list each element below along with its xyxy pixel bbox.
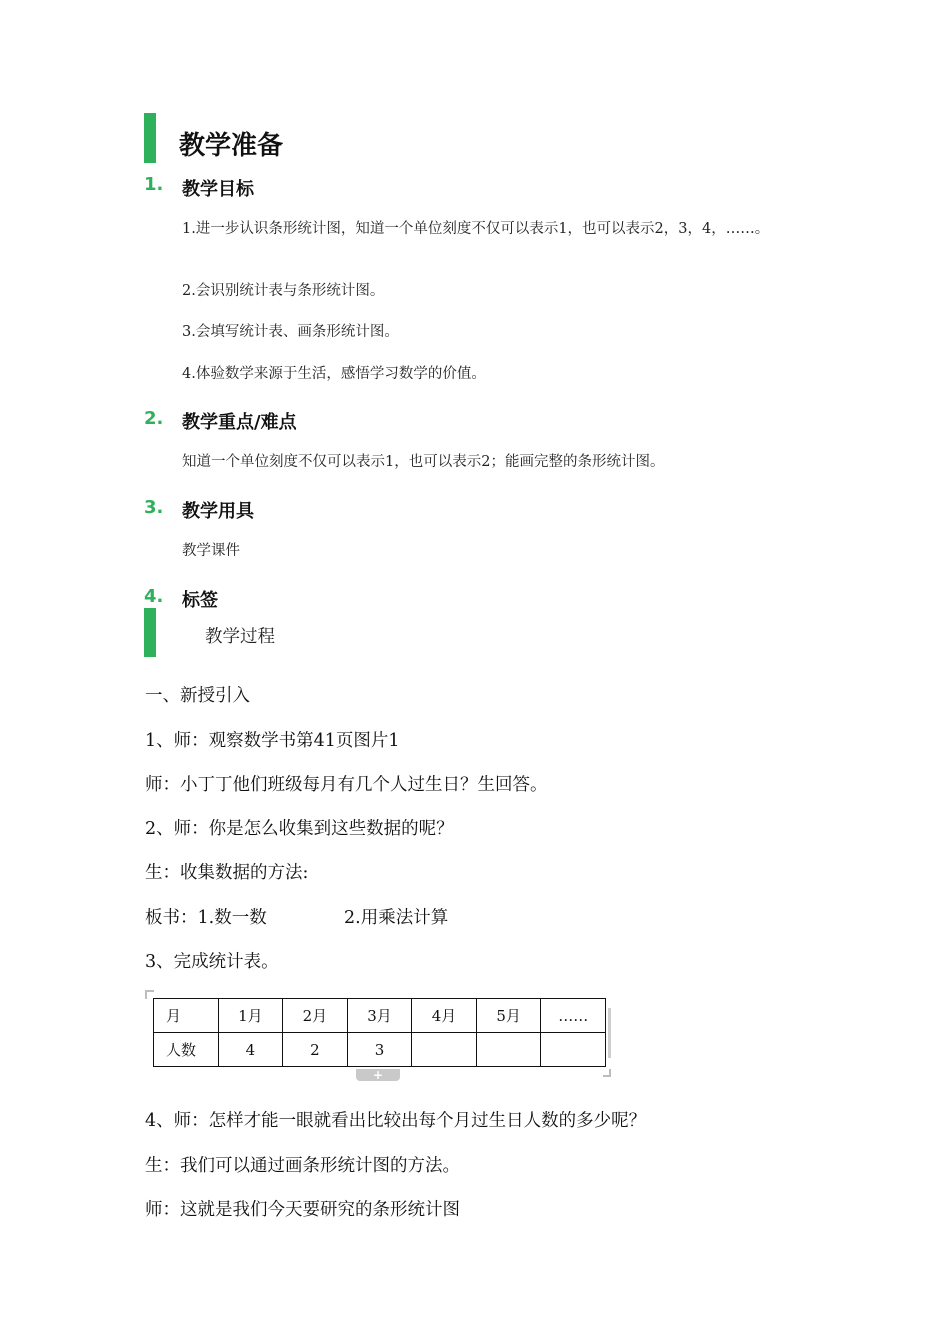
table-cell: …… [541, 999, 606, 1033]
table-cell: 4 [218, 1033, 283, 1067]
board-item-2: 2.用乘法计算 [344, 908, 449, 928]
goal-item: 3.会填写统计表、画条形统计图。 [182, 324, 399, 340]
tools-text: 教学课件 [182, 543, 240, 559]
table-cell: 1月 [218, 999, 283, 1033]
process-line: 2、师：你是怎么收集到这些数据的呢？ [145, 819, 454, 839]
table-corner-mark [603, 1069, 611, 1077]
table-header-row [154, 999, 606, 1033]
table-cell: 2月 [283, 999, 348, 1033]
process-line: 一、新授引入 [145, 686, 250, 706]
process-line: 师：这就是我们今天要研究的条形统计图 [145, 1200, 460, 1220]
table-cell: 月 [154, 999, 219, 1033]
section-number: 2. [144, 408, 164, 429]
table-cell[interactable] [412, 1033, 477, 1067]
table-cell: 人数 [154, 1033, 219, 1067]
section-title-tags: 标签 [182, 590, 218, 611]
section-number: 1. [144, 174, 164, 195]
board-item-1: 1.数一数 [197, 908, 267, 928]
table-resize-handle[interactable] [608, 1008, 611, 1058]
board-prefix: 板书： [145, 908, 198, 928]
page-title: 教学准备 [179, 131, 284, 161]
table-cell: 4月 [412, 999, 477, 1033]
table-row [154, 1033, 606, 1067]
process-line: 4、师：怎样才能一眼就看出比较出每个月过生日人数的多少呢？ [145, 1111, 647, 1131]
goal-item: 4.体验数学来源于生活，感悟学习数学的价值。 [182, 366, 486, 382]
section-number: 4. [144, 586, 164, 607]
section-title-goals: 教学目标 [182, 179, 254, 200]
goal-item: 1.进一步认识条形统计图，知道一个单位刻度不仅可以表示1，也可以表示2，3，4，……。 [182, 221, 770, 237]
table-cell: 3月 [347, 999, 412, 1033]
table-cell: 5月 [476, 999, 541, 1033]
process-line: 生：收集数据的方法: [145, 863, 309, 883]
table-cell[interactable] [541, 1033, 606, 1067]
process-line: 生：我们可以通过画条形统计图的方法。 [145, 1156, 460, 1176]
board-line [145, 904, 267, 929]
add-row-button[interactable]: + [356, 1069, 400, 1081]
key-points-text: 知道一个单位刻度不仅可以表示1，也可以表示2；能画完整的条形统计图。 [182, 454, 665, 470]
table-cell: 2 [283, 1033, 348, 1067]
process-line: 1、师：观察数学书第41页图片1 [145, 731, 400, 751]
section-title-key-points: 教学重点/难点 [182, 412, 297, 433]
table-cell: 3 [347, 1033, 412, 1067]
process-line: 师：小丁丁他们班级每月有几个人过生日？生回答。 [145, 775, 548, 795]
process-accent-bar [144, 608, 156, 657]
statistics-table [153, 998, 606, 1067]
process-line: 3、完成统计表。 [145, 952, 279, 972]
table-cell[interactable] [476, 1033, 541, 1067]
section-number: 3. [144, 497, 164, 518]
heading-accent-bar [144, 113, 156, 163]
process-title: 教学过程 [205, 627, 275, 647]
section-title-tools: 教学用具 [182, 501, 254, 522]
goal-item: 2.会识别统计表与条形统计图。 [182, 283, 385, 299]
